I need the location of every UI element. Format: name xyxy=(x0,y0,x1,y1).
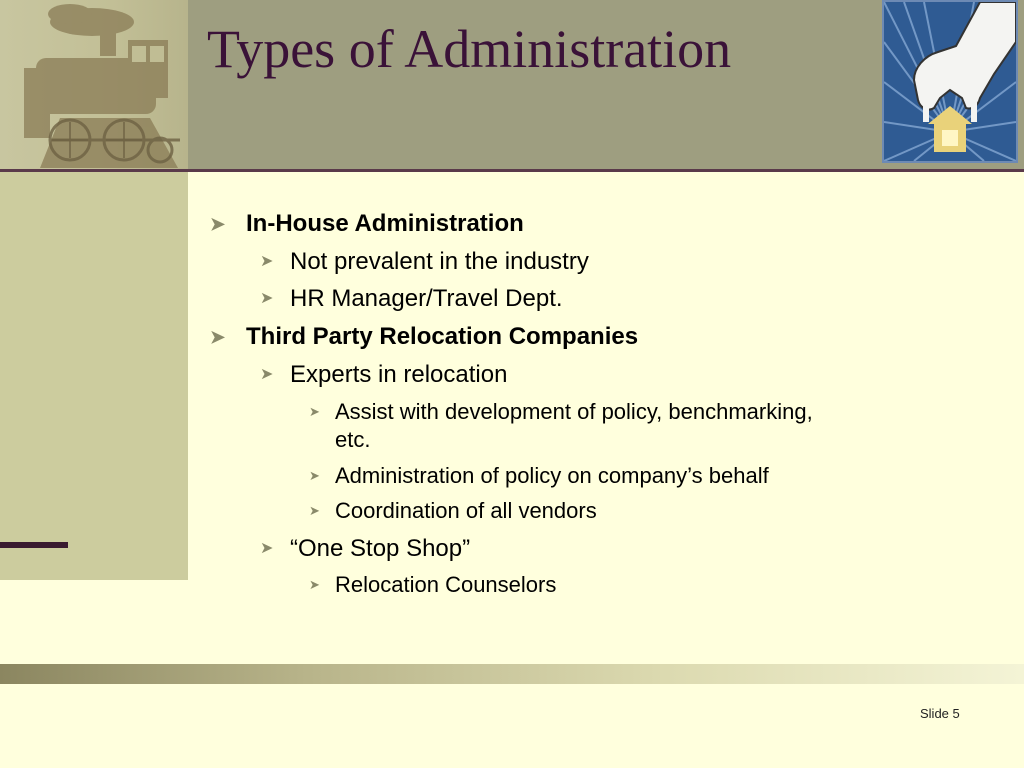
list-item-text: In-House Administration xyxy=(246,210,524,237)
arrow-bullet-icon: ➤ xyxy=(309,468,320,483)
list-item-text: Relocation Counselors xyxy=(335,572,557,597)
arrow-bullet-icon: ➤ xyxy=(309,577,320,592)
arrow-bullet-icon: ➤ xyxy=(260,290,274,307)
arrow-bullet-icon: ➤ xyxy=(309,503,320,518)
list-item xyxy=(210,322,639,352)
list-item xyxy=(210,209,524,239)
list-item-text-continuation: etc. xyxy=(335,427,371,452)
list-item-text: Not prevalent in the industry xyxy=(290,248,589,275)
list-item xyxy=(309,398,813,454)
footer-gradient-band xyxy=(0,664,1024,684)
side-accent-bar xyxy=(0,542,68,548)
list-item-text: “One Stop Shop” xyxy=(290,535,471,562)
arrow-bullet-icon: ➤ xyxy=(309,404,320,419)
locomotive-image xyxy=(0,0,188,170)
list-item xyxy=(309,462,769,490)
list-item-text: Third Party Relocation Companies xyxy=(246,323,639,350)
list-item-text: HR Manager/Travel Dept. xyxy=(290,285,563,312)
arrow-bullet-icon: ➤ xyxy=(260,253,274,270)
list-item xyxy=(260,534,471,564)
steam-locomotive-icon xyxy=(0,0,188,170)
arrow-bullet-icon: ➤ xyxy=(210,327,226,347)
list-item xyxy=(309,571,557,599)
list-item-text: Assist with development of policy, benchmarking, xyxy=(335,399,813,424)
company-logo xyxy=(882,0,1018,163)
list-item xyxy=(260,284,563,314)
hand-holding-house-icon xyxy=(884,2,1016,161)
slide-number: Slide 5 xyxy=(920,706,960,721)
list-item-text: Experts in relocation xyxy=(290,361,508,388)
list-item-text: Administration of policy on company’s behalf xyxy=(335,463,769,488)
arrow-bullet-icon: ➤ xyxy=(210,214,226,234)
arrow-bullet-icon: ➤ xyxy=(260,366,274,383)
list-item xyxy=(309,497,597,525)
arrow-bullet-icon: ➤ xyxy=(260,540,274,557)
list-item-text: Coordination of all vendors xyxy=(335,498,597,523)
left-side-panel xyxy=(0,172,188,580)
slide-title: Types of Administration xyxy=(207,19,732,79)
list-item xyxy=(260,247,589,277)
list-item xyxy=(260,360,508,390)
